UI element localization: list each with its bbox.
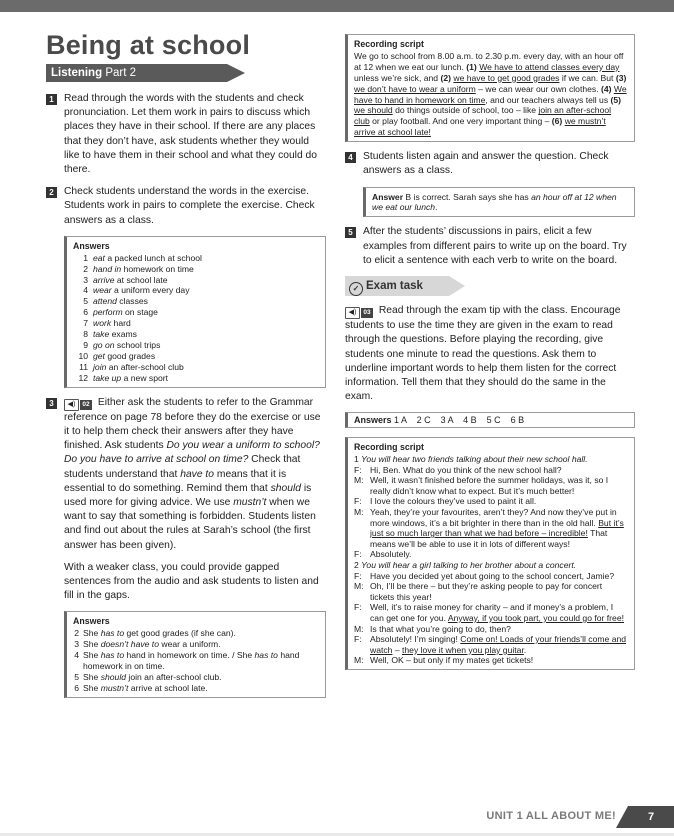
gap-marker: (1) (466, 61, 477, 72)
answer-number: 7 (83, 318, 88, 329)
answers-box-2 (64, 611, 326, 697)
speaker: M: (354, 655, 364, 666)
dialogue-text: I love the colours they’ve used to paint it all. (370, 496, 537, 507)
speaker: F: (354, 464, 362, 475)
answer-item (73, 351, 319, 362)
page-number: 7 (628, 806, 674, 828)
underlined-answer: But it’s just so much larger than what we had before – incredible! (370, 517, 624, 539)
answer-item (73, 362, 319, 373)
unit-label: UNIT 1 ALL ABOUT ME! (486, 810, 616, 822)
exam-task-label: Exam task (366, 279, 423, 292)
exercise-text: have to (180, 468, 214, 480)
answer-verb: join (93, 361, 107, 372)
answers-title: Answers (73, 616, 110, 627)
answer-text: She (83, 639, 101, 650)
answers-title: Answers (73, 240, 110, 251)
answer-text: B is correct. Sarah says she has (403, 191, 532, 202)
weaker-class-note: With a weaker class, you could provide gapped sentences from the audio and ask students to listen and fill in the gaps. (64, 561, 319, 602)
answer-number: 3 (74, 639, 79, 650)
answers-label: Answers (354, 415, 392, 426)
answer-rest: an after-school club (106, 361, 184, 372)
left-column (46, 30, 326, 706)
dialogue-line (354, 549, 628, 560)
script-intro: 2 You will hear a girl talking to her brother about a concert. (354, 559, 577, 570)
answer-number: 2 (83, 263, 88, 274)
answer-rest: homework on time (121, 263, 194, 274)
exercise-text: means that it is essential to do something. Remind them that (64, 468, 287, 494)
underlined-answer: we have to get good grades (453, 72, 560, 83)
speaker: F: (354, 602, 362, 613)
answer-verb: has to (100, 628, 125, 639)
exam-task-body: Read through the exam tip with the class. Encourage students to use the time they are given in the exam to read through the questions. Before playing the recording, give students one minute to read the questions. Ask them to underline important words to help them listen for the correct information. Tell them that they should do the same in the exam. (345, 304, 621, 403)
answer-rest: a new sport (121, 372, 169, 383)
answer-number: 12 (78, 372, 88, 383)
answer-rest: classes (116, 296, 148, 307)
answer-text: hand in homework on time. / She (124, 650, 255, 661)
answer-text: hand homework in on time. (83, 650, 300, 672)
exercise-text: Students listen again and answer the question. Check answers as a class. (363, 151, 609, 177)
answer-item (73, 275, 319, 286)
answer-number: 5 (74, 671, 79, 682)
answer-rest: on stage (122, 307, 158, 318)
exercise-2 (46, 185, 326, 228)
exercise-text: After the students’ discussions in pairs, elicit a few examples from different pairs to write up on the board. Try to elicit a sentence with each verb to write on the board. (363, 226, 627, 266)
top-bar (0, 0, 674, 12)
dialogue-line (354, 581, 628, 602)
exercise-text: Either ask the students to refer to the Grammar reference on page 78 before they do the exercise or use it to help them check their answers after they have finished. Ask students (64, 396, 321, 452)
answer-item (73, 672, 319, 683)
gap-marker: (4) (600, 83, 612, 94)
exercise-text: is used more for giving advice. We use (64, 482, 312, 509)
answer-verb: arrive (93, 274, 115, 285)
answer-verb: has to (100, 650, 125, 661)
answer-number: 6 (74, 682, 79, 693)
answer-text: She (83, 682, 101, 693)
answer-verb: perform (93, 307, 123, 318)
script-text: – we can wear our own clothes. (475, 83, 601, 94)
dialogue-text: – (392, 644, 403, 655)
dialogue-line (354, 624, 628, 635)
script-title: Recording script (354, 442, 424, 453)
check-circle-icon: ✓ (349, 282, 363, 296)
gap-marker: (2) (440, 72, 451, 83)
exercise-text: Read through the words with the students and check pronunciation. Let them work in pairs to discuss which places they have in their school. If there are any places that they don’t have, ask students whether they would like to have them in their school and what they could do there. (64, 93, 317, 176)
gap-marker: (5) (610, 94, 622, 105)
answers-list (73, 253, 319, 384)
answer-rest: a packed lunch at school (104, 252, 202, 263)
dialogue-text: Well, it’s to raise money for charity – and if money’s a problem, I can get one for you. (370, 602, 614, 623)
answer-number: 9 (83, 339, 88, 350)
dialogue-text: Oh, I’ll be there – but they’re asking people to pay for concert tickets this year! (370, 581, 603, 602)
gap-marker: (6) (551, 116, 563, 127)
audio-track-icon[interactable] (345, 305, 373, 319)
dialogue-text: Is that what you’re going to do, then? (370, 623, 511, 634)
answer-verb: attend (93, 296, 117, 307)
underlined-answer: We have to attend classes every day (479, 61, 620, 72)
answer-item (73, 340, 319, 351)
underlined-answer: Anyway, if you took part, you could go for free! (447, 612, 624, 623)
dialogue-line (354, 655, 628, 666)
footer-decoration (616, 806, 628, 828)
answers-inline (345, 412, 635, 428)
answer-text: She (83, 628, 101, 639)
exercise-number: 2 (46, 187, 57, 198)
exercise-text: when we want to say that something is forbidden. Students listen and find out about the rules at Sarah’s school (the first answer has been given). (64, 497, 316, 551)
script-intro: 1 You will hear two friends talking about their new school hall. (354, 454, 588, 464)
answer-box-4 (363, 187, 635, 218)
script-text: , and our teachers always tell us (485, 94, 611, 105)
answer-number: 6 (83, 307, 88, 318)
exercise-number: 5 (345, 227, 356, 238)
answer-item (73, 639, 319, 650)
exercise-text: should (270, 482, 301, 494)
exercise-3 (46, 396, 326, 553)
exercise-number: 3 (46, 398, 57, 409)
speaker: F: (354, 634, 362, 645)
answer-item (73, 683, 319, 694)
script-text: if we can. But (559, 72, 616, 83)
exercise-text: Do you wear a uniform to school? Do you have to arrive at school on time? (64, 440, 320, 466)
answer-verb: should (100, 671, 127, 682)
dialogue-text: Have you decided yet about going to the school concert, Jamie? (370, 570, 615, 581)
answers-text: 1 A 2 C 3 A 4 B 5 C 6 B (394, 415, 525, 426)
dialogue-text: Yeah, they’re your favourites, aren’t they? And now they’ve put in more windows, it’s a bit brighter in there than in the old hall. (370, 506, 617, 528)
track-number: 03 (361, 308, 373, 318)
dialogue-text: Absolutely! I’m singing! (370, 634, 461, 645)
dialogue-line (354, 475, 628, 496)
underlined-answer: We have to hand in homework on time (354, 83, 627, 105)
gap-marker: (3) (615, 72, 627, 83)
answer-verb: has to (254, 650, 278, 661)
answer-rest: hard (111, 318, 131, 329)
speaker-icon: ◀) (345, 307, 360, 319)
exercise-text: Check that students understand that (64, 454, 301, 480)
answer-verb: take up (93, 372, 122, 383)
answer-item (73, 253, 319, 264)
answer-text: join an after-school club. (126, 671, 222, 682)
audio-track-icon[interactable] (64, 397, 92, 411)
speaker: M: (354, 623, 364, 634)
exercise-5 (345, 225, 635, 268)
script-intro-text: You will hear two friends talking about their new school hall. (361, 454, 588, 464)
script-text (354, 51, 628, 138)
dialogue-line (354, 571, 628, 582)
dialogue-1 (354, 465, 628, 507)
answer-verb: take (93, 329, 110, 340)
dialogue-line (354, 496, 628, 507)
right-column (345, 34, 635, 678)
answer-item (73, 329, 319, 340)
answer-item (73, 628, 319, 639)
exercise-text: mustn’t (233, 497, 267, 509)
dialogue-line (354, 634, 628, 655)
dialogue-text: That means we’ll be able to use it in lots of different ways! (370, 528, 608, 549)
answer-text: She (83, 650, 101, 661)
script-text: or play football. And one very important thing – (369, 116, 552, 127)
underlined-answer: we don’t have to wear a uniform (354, 83, 476, 94)
answer-verb: go on (93, 339, 115, 350)
answer-label: Answer (372, 191, 404, 202)
answers-box-1 (64, 236, 326, 388)
script-intro-text: You will hear a girl talking to her brother about a concert. (361, 559, 577, 570)
answer-verb: mustn’t (100, 682, 129, 693)
underlined-answer: Come on! Loads of your friends’ll come and watch (370, 634, 627, 655)
answer-number: 8 (83, 329, 88, 340)
speaker: M: (354, 475, 364, 486)
answer-number: 4 (83, 285, 88, 296)
answer-text: arrive at school late. (128, 682, 208, 693)
dialogue-text: Well, it wasn’t finished before the summer holidays, was it, so I really didn’t know what to expect. But it’s much better! (370, 475, 609, 496)
speaker: F: (354, 496, 362, 507)
exam-task-text (345, 304, 635, 404)
answer-number: 3 (83, 274, 88, 285)
speaker: M: (354, 506, 364, 517)
answer-verb: hand in (93, 263, 122, 274)
dialogue-line (354, 507, 628, 549)
speaker: F: (354, 570, 362, 581)
dialogue-text: Well, OK – but only if my mates get tickets! (370, 655, 534, 666)
underlined-answer: they love it when you play guitar (402, 644, 524, 655)
dialogue-text: . (523, 644, 527, 655)
exercise-number: 1 (46, 94, 57, 105)
underlined-answer: we should (354, 105, 393, 116)
section-part: Part 2 (105, 67, 137, 79)
answer-item (73, 285, 319, 296)
script-text: We go to school from 8.00 a.m. to 2.30 p.m. every day, with an hour off at 12 when we eat our lunch. (354, 50, 624, 72)
answer-item (73, 373, 319, 384)
answer-number: 2 (74, 628, 79, 639)
page-title: Being at school (46, 30, 251, 60)
track-number: 02 (80, 400, 92, 410)
answer-verb: wear (93, 285, 112, 296)
answer-verb: get (93, 350, 105, 361)
exercise-number: 4 (345, 152, 356, 163)
answer-number: 4 (74, 650, 79, 661)
answer-text: an hour off at 12 when we eat our lunch (372, 191, 617, 213)
underlined-answer: join an after-school club (354, 105, 612, 127)
script-text: unless we’re sick, and (354, 72, 441, 83)
answer-rest: at school late (114, 274, 168, 285)
script-title: Recording script (354, 39, 424, 49)
answer-item (73, 296, 319, 307)
answer-verb: doesn’t have to (100, 639, 159, 650)
answer-text: wear a uniform. (158, 639, 221, 650)
script-text: do things outside of school, too – like (392, 105, 539, 116)
section-header (46, 64, 227, 82)
section-name: Listening (51, 67, 103, 79)
dialogue-line (354, 602, 628, 623)
answer-item (73, 318, 319, 329)
speaker: F: (354, 549, 362, 560)
speaker-icon: ◀) (64, 399, 79, 411)
page-footer (454, 806, 674, 828)
exercise-text: Check students understand the words in the exercise. Students work in pairs to complete the exercise. Check answers as a class. (64, 186, 315, 226)
exercise-1 (46, 92, 326, 177)
answer-item (73, 307, 319, 318)
answer-text: . (435, 202, 438, 213)
answer-rest: good grades (104, 350, 156, 361)
answer-item (73, 650, 319, 672)
underlined-answer: we mustn’t arrive at school late! (354, 116, 606, 138)
exam-task-header (345, 276, 449, 296)
answer-text: She (83, 671, 101, 682)
exercise-4 (345, 150, 635, 178)
answer-text: get good grades (if she can). (124, 628, 236, 639)
answer-rest: school trips (114, 339, 161, 350)
answer-number: 10 (78, 350, 88, 361)
recording-script-2 (345, 437, 635, 669)
answer-rest: a uniform every day (111, 285, 190, 296)
answer-number: 5 (83, 296, 88, 307)
dialogue-text: Absolutely. (370, 549, 412, 560)
dialogue-line (354, 465, 628, 476)
answer-number: 11 (79, 361, 88, 372)
answer-verb: eat (93, 252, 105, 263)
answers-list (73, 628, 319, 693)
dialogue-text: Hi, Ben. What do you think of the new school hall? (370, 464, 562, 475)
speaker: M: (354, 581, 364, 592)
answer-item (73, 264, 319, 275)
answer-verb: work (93, 318, 112, 329)
answer-rest: exams (109, 329, 137, 340)
answer-number: 1 (83, 252, 88, 263)
recording-script-1 (345, 34, 635, 142)
